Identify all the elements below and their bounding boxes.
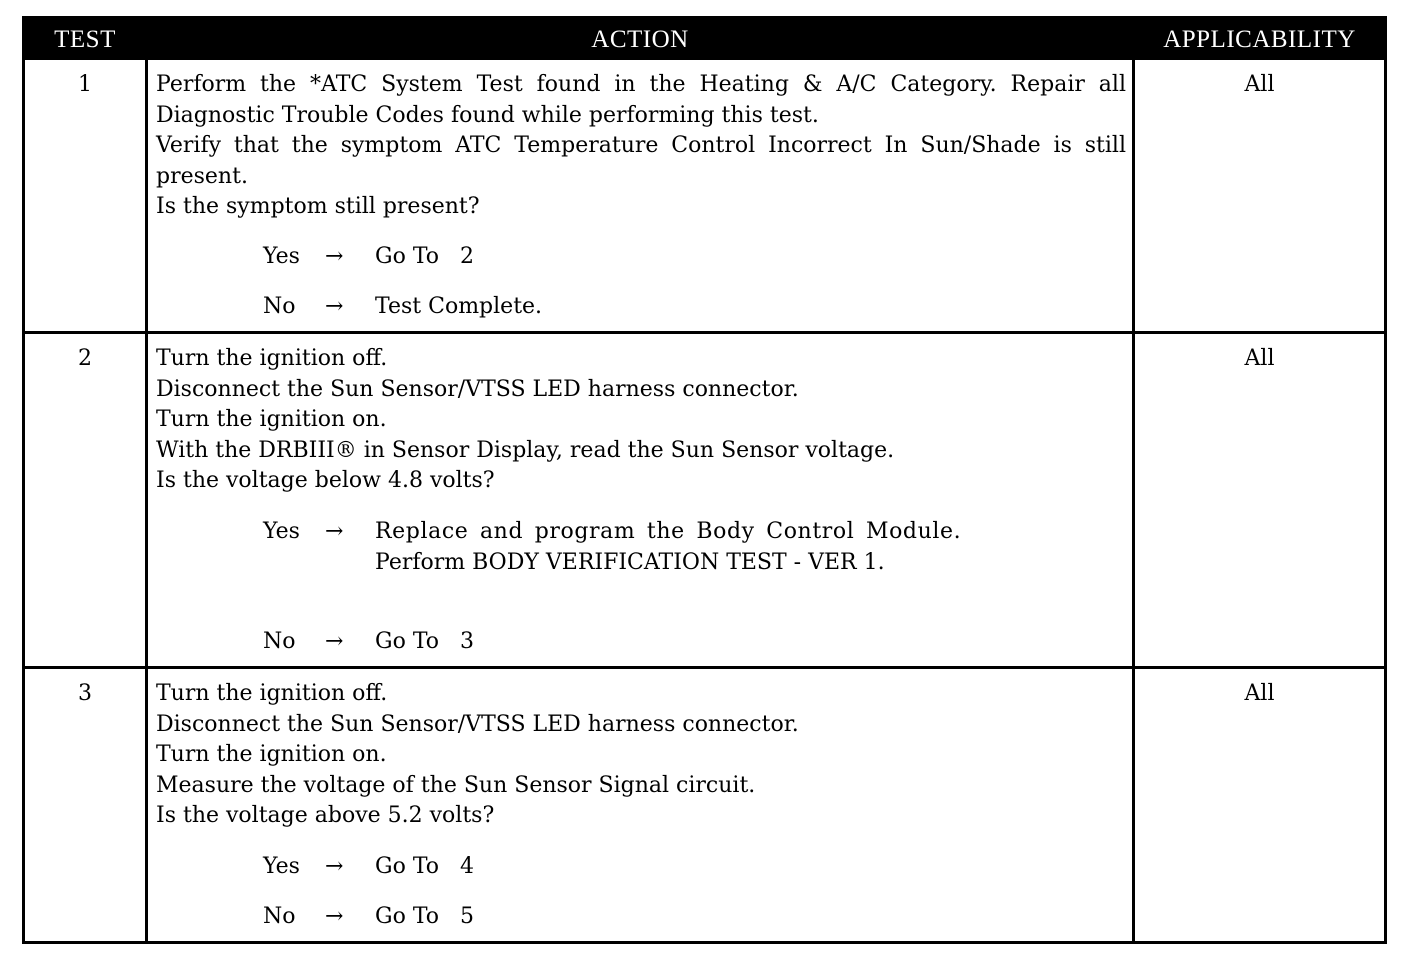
- no-branch: [263, 292, 542, 323]
- yes-result-line2: Perform BODY VERIFICATION TEST - VER 1.: [375, 549, 885, 575]
- yes-branch: [263, 852, 474, 883]
- header-test: TEST: [54, 26, 116, 53]
- table-header: [25, 19, 1384, 60]
- no-branch: [263, 627, 474, 658]
- yes-branch: [263, 242, 474, 273]
- action-text: [156, 679, 1126, 832]
- action-line: Is the voltage above 5.2 volts?: [156, 803, 495, 828]
- arrow-icon: →: [325, 904, 344, 929]
- action-line: Turn the ignition on.: [156, 407, 387, 432]
- no-label: No: [263, 294, 296, 319]
- action-line: present.: [156, 163, 248, 189]
- yes-result: Go To 4: [375, 854, 474, 879]
- yes-result: Go To 2: [375, 244, 474, 269]
- arrow-icon: →: [325, 294, 344, 319]
- yes-label: Yes: [263, 519, 300, 544]
- test-number: 1: [78, 72, 92, 97]
- action-text: [156, 344, 1126, 497]
- action-line: Verify that the symptom ATC Temperature Control Incorrect In Sun/Shade is still: [156, 133, 1126, 158]
- column-divider: [1132, 60, 1135, 941]
- action-line: Turn the ignition on.: [156, 742, 387, 767]
- action-line: Disconnect the Sun Sensor/VTSS LED harness connector.: [156, 711, 799, 737]
- applicability-value: All: [1244, 346, 1275, 371]
- action-line: With the DRBIII® in Sensor Display, read the Sun Sensor voltage.: [156, 437, 895, 463]
- action-line: Perform the *ATC System Test found in the Heating & A/C Category. Repair all: [156, 72, 1126, 97]
- test-number: 2: [78, 346, 92, 371]
- action-line: Is the symptom still present?: [156, 194, 480, 219]
- action-line: Disconnect the Sun Sensor/VTSS LED harness connector.: [156, 376, 799, 402]
- action-line: Diagnostic Trouble Codes found while performing this test.: [156, 102, 819, 128]
- test-number: 3: [78, 681, 92, 706]
- no-result: Go To 5: [375, 904, 474, 929]
- action-line: Measure the voltage of the Sun Sensor Signal circuit.: [156, 772, 756, 798]
- action-line: Turn the ignition off.: [156, 681, 388, 706]
- no-label: No: [263, 629, 296, 654]
- applicability-value: All: [1244, 72, 1275, 97]
- header-applicability: APPLICABILITY: [1163, 26, 1356, 53]
- action-line: Turn the ignition off.: [156, 346, 388, 371]
- arrow-icon: →: [325, 519, 344, 544]
- header-action: ACTION: [591, 26, 689, 53]
- no-branch: [263, 902, 474, 933]
- action-text: [156, 70, 1126, 223]
- no-label: No: [263, 904, 296, 929]
- yes-result: Replace and program the Body Control Module.: [375, 519, 962, 544]
- yes-label: Yes: [263, 854, 300, 879]
- arrow-icon: →: [325, 854, 344, 879]
- yes-branch: [263, 517, 961, 578]
- no-result: Go To 3: [375, 629, 474, 654]
- arrow-icon: →: [325, 244, 344, 269]
- column-divider: [145, 60, 148, 941]
- diagnostic-table: [22, 16, 1387, 944]
- row-divider: [25, 331, 1384, 334]
- arrow-icon: →: [325, 629, 344, 654]
- row-divider: [25, 666, 1384, 669]
- applicability-value: All: [1244, 681, 1275, 706]
- no-result: Test Complete.: [375, 294, 543, 319]
- action-line: Is the voltage below 4.8 volts?: [156, 468, 495, 493]
- yes-label: Yes: [263, 244, 300, 269]
